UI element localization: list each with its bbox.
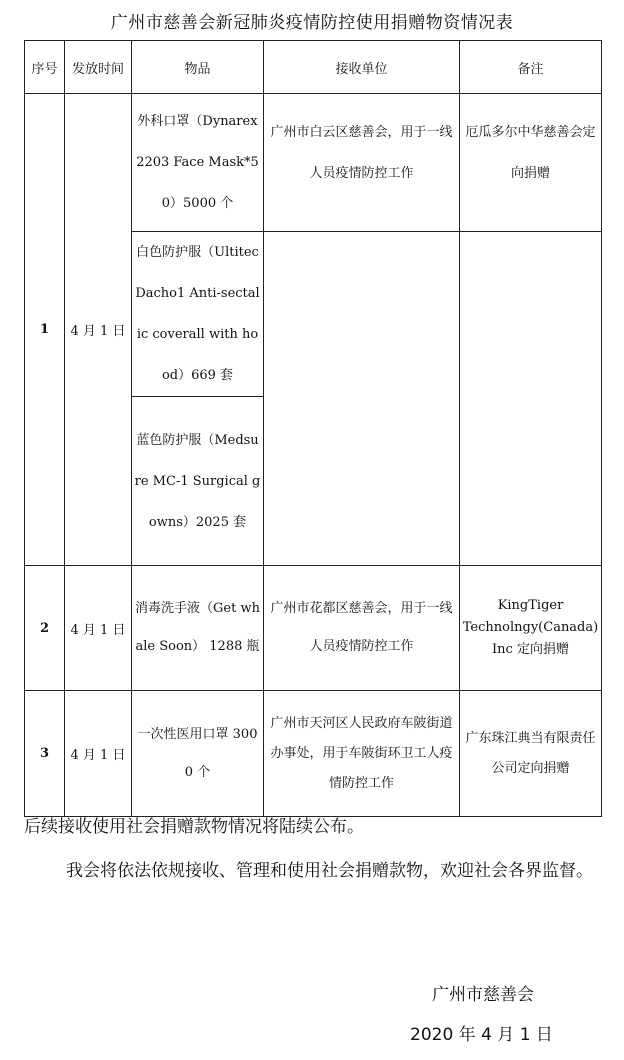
table-header-row [25, 41, 602, 94]
row-date: 4 月 1 日 [65, 94, 132, 566]
signature-org: 广州市慈善会 [432, 985, 534, 1005]
page-title: 广州市慈善会新冠肺炎疫情防控使用捐赠物资情况表 [110, 13, 514, 33]
row-note [460, 566, 602, 691]
table-row [25, 566, 602, 691]
header-recipient: 接收单位 [264, 41, 460, 94]
row-item [132, 232, 264, 397]
row-item [132, 397, 264, 566]
note-text: 厄瓜多尔中华慈善会定向捐赠 [465, 125, 596, 181]
row-recipient [264, 94, 460, 232]
header-item: 物品 [132, 41, 264, 94]
closing-line-1: 后续接收使用社会捐赠款物情况将陆续公布。 [24, 817, 364, 837]
row-item [132, 691, 264, 817]
row-note-blank [460, 232, 602, 566]
donation-table [24, 40, 602, 817]
row-no: 3 [25, 691, 65, 817]
row-recipient-blank [264, 232, 460, 566]
row-no: 2 [25, 566, 65, 691]
signature-date: 2020 年 4 月 1 日 [410, 1025, 553, 1045]
item-text: 白色防护服（Ultitec Dacho1 Anti-sectalic coverall with hood）669 套 [135, 245, 260, 383]
row-recipient [264, 691, 460, 817]
row-date: 4 月 1 日 [65, 691, 132, 817]
row-date: 4 月 1 日 [65, 566, 132, 691]
row-item [132, 566, 264, 691]
table-row [25, 94, 602, 232]
row-recipient [264, 566, 460, 691]
recipient-text: 广州市天河区人民政府车陂街道办事处，用于车陂街环卫工人疫情防控工作 [270, 715, 453, 791]
item-text: 外科口罩（Dynarex2203 Face Mask*50）5000 个 [136, 114, 259, 211]
row-note [460, 691, 602, 817]
item-text: 一次性医用口罩 3000 个 [137, 726, 258, 780]
table-row [25, 691, 602, 817]
row-note [460, 94, 602, 232]
note-text: 广东珠江典当有限责任公司定向捐赠 [465, 730, 596, 776]
closing-line-2: 我会将依法依规接收、管理和使用社会捐赠款物，欢迎社会各界监督。 [66, 861, 593, 881]
item-text: 蓝色防护服（Medsure MC-1 Surgical gowns）2025 套 [134, 432, 261, 530]
header-note: 备注 [460, 41, 602, 94]
header-no: 序号 [25, 41, 65, 94]
row-no: 1 [25, 94, 65, 566]
row-item [132, 94, 264, 232]
header-date: 发放时间 [65, 41, 132, 94]
recipient-text: 广州市花都区慈善会，用于一线人员疫情防控工作 [270, 601, 453, 654]
note-text: KingTiger Technolngy(Canada) Inc 定向捐赠 [462, 598, 599, 657]
recipient-text: 广州市白云区慈善会，用于一线人员疫情防控工作 [270, 125, 453, 181]
item-text: 消毒洗手液（Get whale Soon） 1288 瓶 [135, 601, 260, 654]
